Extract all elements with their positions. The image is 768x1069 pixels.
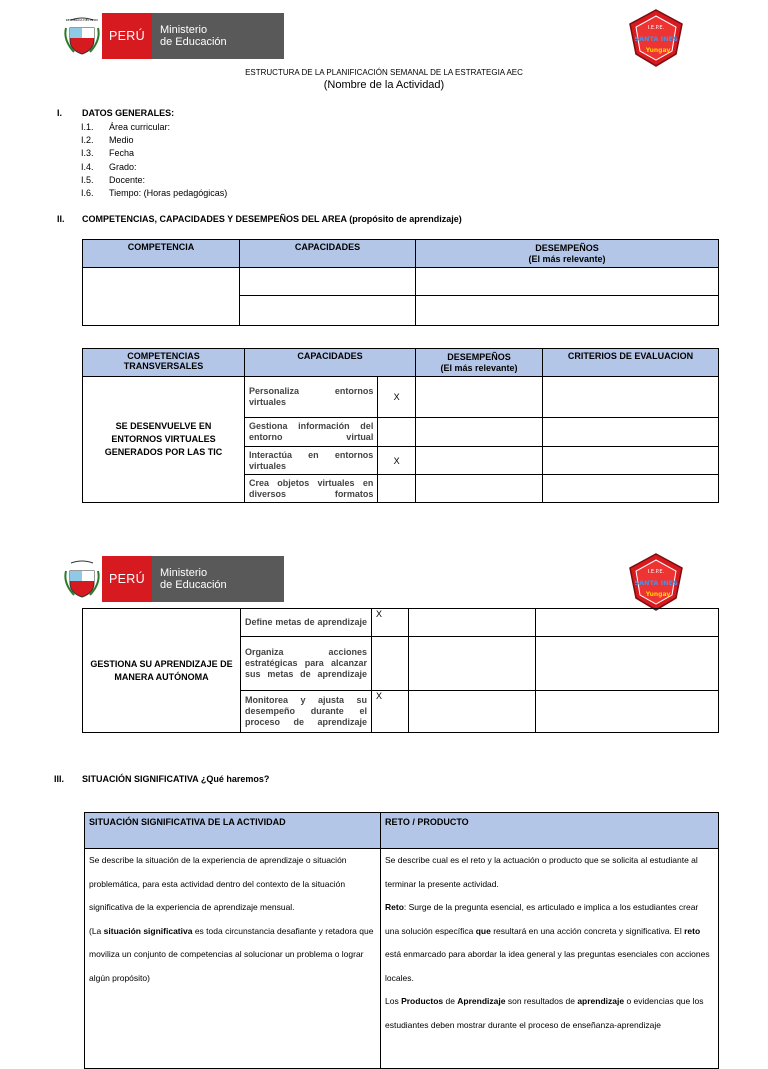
capacidad-item: Define metas de aprendizaje <box>241 609 372 637</box>
criterio-cell[interactable] <box>536 691 719 733</box>
badge-line2: SANTA INES <box>634 579 678 587</box>
header-criterios: CRITERIOS DE EVALUACION <box>543 349 719 377</box>
capacidad-mark[interactable]: X <box>378 377 416 418</box>
capacidad-mark[interactable]: X <box>372 691 409 733</box>
logo-country: PERÚ <box>102 556 152 602</box>
header-desempenos <box>416 349 543 377</box>
badge-line3: Yungay <box>645 47 671 54</box>
list-item: I.6. Tiempo: (Horas pedagógicas) <box>81 188 228 199</box>
criterio-cell[interactable] <box>543 377 719 418</box>
list-item: I.2. Medio <box>81 135 134 146</box>
school-badge-icon <box>628 8 684 68</box>
desempeno-cell[interactable] <box>409 691 536 733</box>
minedu-logo <box>62 556 284 602</box>
list-item: I.4. Grado: <box>81 161 137 172</box>
list-item: I.3. Fecha <box>81 148 135 159</box>
section-3-title: SITUACIÓN SIGNIFICATIVA ¿Qué haremos? <box>82 774 270 784</box>
desempeno-cell[interactable] <box>409 609 536 637</box>
header-capacidades: CAPACIDADES <box>240 240 416 268</box>
logo-ministry <box>152 556 284 602</box>
shield-caption: REPUBLICA DEL PERU <box>65 18 99 22</box>
capacidad-mark[interactable] <box>378 475 416 503</box>
area-competencies-table <box>82 239 719 326</box>
reto-paragraph: Se describe cual es el reto y la actuación o producto que se solicita al estudiante al terminar la presente actividad. <box>385 855 698 889</box>
competencia-cell[interactable] <box>83 268 240 326</box>
criterio-cell[interactable] <box>536 609 719 637</box>
section-2-title: COMPETENCIAS, CAPACIDADES Y DESEMPEÑOS DEL AREA (propósito de aprendizaje) <box>82 214 462 224</box>
desempeno-cell[interactable] <box>416 296 719 326</box>
reto-description[interactable]: Se describe cual es el reto y la actuación o producto que se solicita al estudiante al terminar la presente actividad. Reto: Surge de la pregunta esencial, es articulado e implica a los estudiantes crear una solución específica que resultará en una acción concreta y significativa. El reto está enmarcado para abordar la idea general y las preguntas esenciales con acciones locales. Los Productos de Aprendizaje son resultados de aprendizaje o evidencias que los estudiantes deben mostrar durante el proceso de enseñanza-aprendizaje <box>381 849 719 1069</box>
header-capacidades: CAPACIDADES <box>245 349 416 377</box>
competencia-autonomia: GESTIONA SU APRENDIZAJE DE MANERA AUTÓNOMA <box>83 609 241 733</box>
school-badge-icon <box>628 552 684 612</box>
desempenos-label: DESEMPEÑOS <box>535 242 599 253</box>
logo-ministry-line1: Ministerio <box>160 567 208 579</box>
badge-line3: Yungay <box>645 591 671 598</box>
desempenos-sub: (El más relevante) <box>528 253 606 264</box>
capacidad-mark[interactable] <box>372 637 409 691</box>
logo-ministry-line1: Ministerio <box>160 24 208 36</box>
activity-name: (Nombre de la Actividad) <box>323 79 445 91</box>
minedu-logo <box>62 13 284 59</box>
desempeno-cell[interactable] <box>416 418 543 447</box>
section-2-number: II. <box>57 214 65 224</box>
desempeno-cell[interactable] <box>416 377 543 418</box>
capacidad-item: Crea objetos virtuales en diversos formatos <box>245 475 378 503</box>
logo-country: PERÚ <box>102 13 152 59</box>
situacion-significativa-table <box>84 812 719 1069</box>
section-3-heading <box>54 774 269 784</box>
capacidad-item: Organiza acciones estratégicas para alcanzar sus metas de aprendizaje <box>241 637 372 691</box>
capacidad-item: Gestiona información del entorno virtual <box>245 418 378 447</box>
logo-ministry-line2: de Educación <box>160 579 227 591</box>
header-situacion: SITUACIÓN SIGNIFICATIVA DE LA ACTIVIDAD <box>85 813 381 849</box>
capacidad-item: Interactúa en entornos virtuales <box>245 447 378 475</box>
header-competencia: COMPETENCIA <box>83 240 240 268</box>
capacidad-mark[interactable]: X <box>378 447 416 475</box>
transversal-competencies-table-continued <box>82 608 719 733</box>
badge-line1: I.E.P.E. <box>647 569 665 575</box>
logo-ministry-line2: de Educación <box>160 36 227 48</box>
competencia-tic: SE DESENVUELVE EN ENTORNOS VIRTUALES GENERADOS POR LAS TIC <box>83 377 245 503</box>
peru-shield-icon <box>62 556 102 602</box>
header-desempenos <box>416 240 719 268</box>
situacion-paragraph: Se describe la situación de la experiencia de aprendizaje o situación problemática, para esta actividad dentro del contexto de la situación significativa de la experiencia de aprendizaje mensual. <box>89 855 347 912</box>
criterio-cell[interactable] <box>543 475 719 503</box>
list-item: I.5. Docente: <box>81 174 146 185</box>
criterio-cell[interactable] <box>536 637 719 691</box>
peru-shield-icon <box>62 13 102 59</box>
section-1-title: DATOS GENERALES: <box>82 108 175 118</box>
list-item: I.1. Área curricular: <box>81 122 171 132</box>
transversal-competencies-table <box>82 348 719 503</box>
section-1-number: I. <box>57 108 63 118</box>
badge-line2: SANTA INES <box>634 35 678 43</box>
general-data-list <box>81 121 227 200</box>
desempeno-cell[interactable] <box>416 447 543 475</box>
criterio-cell[interactable] <box>543 418 719 447</box>
desempenos-label: DESEMPEÑOS <box>447 351 511 362</box>
situacion-description[interactable]: Se describe la situación de la experiencia de aprendizaje o situación problemática, para esta actividad dentro del contexto de la situación significativa de la experiencia de aprendizaje mensual. (La situación significativa es toda circunstancia desafiante y retadora que moviliza un conjunto de competencias al solucionar un problema o lograr algún propósito) <box>85 849 381 1069</box>
criterio-cell[interactable] <box>543 447 719 475</box>
capacidad-mark[interactable]: X <box>372 609 409 637</box>
capacidad-cell[interactable] <box>240 268 416 296</box>
section-2-heading <box>57 214 462 224</box>
desempeno-cell[interactable] <box>416 268 719 296</box>
section-1-heading <box>57 108 174 118</box>
capacidad-item: Personaliza entornos virtuales <box>245 377 378 418</box>
desempeno-cell[interactable] <box>416 475 543 503</box>
capacidad-cell[interactable] <box>240 296 416 326</box>
logo-ministry <box>152 13 284 59</box>
capacidad-mark[interactable] <box>378 418 416 447</box>
badge-line1: I.E.P.E. <box>647 25 665 31</box>
capacidad-item: Monitorea y ajusta su desempeño durante el proceso de aprendizaje <box>241 691 372 733</box>
header-reto-producto: RETO / PRODUCTO <box>381 813 719 849</box>
document-title: ESTRUCTURA DE LA PLANIFICACIÓN SEMANAL DE LA ESTRATEGIA AEC <box>245 68 523 77</box>
desempeno-cell[interactable] <box>409 637 536 691</box>
desempenos-sub: (El más relevante) <box>440 362 518 373</box>
section-3-number: III. <box>54 774 65 784</box>
header-competencias-transversales: COMPETENCIAS TRANSVERSALES <box>83 349 245 377</box>
